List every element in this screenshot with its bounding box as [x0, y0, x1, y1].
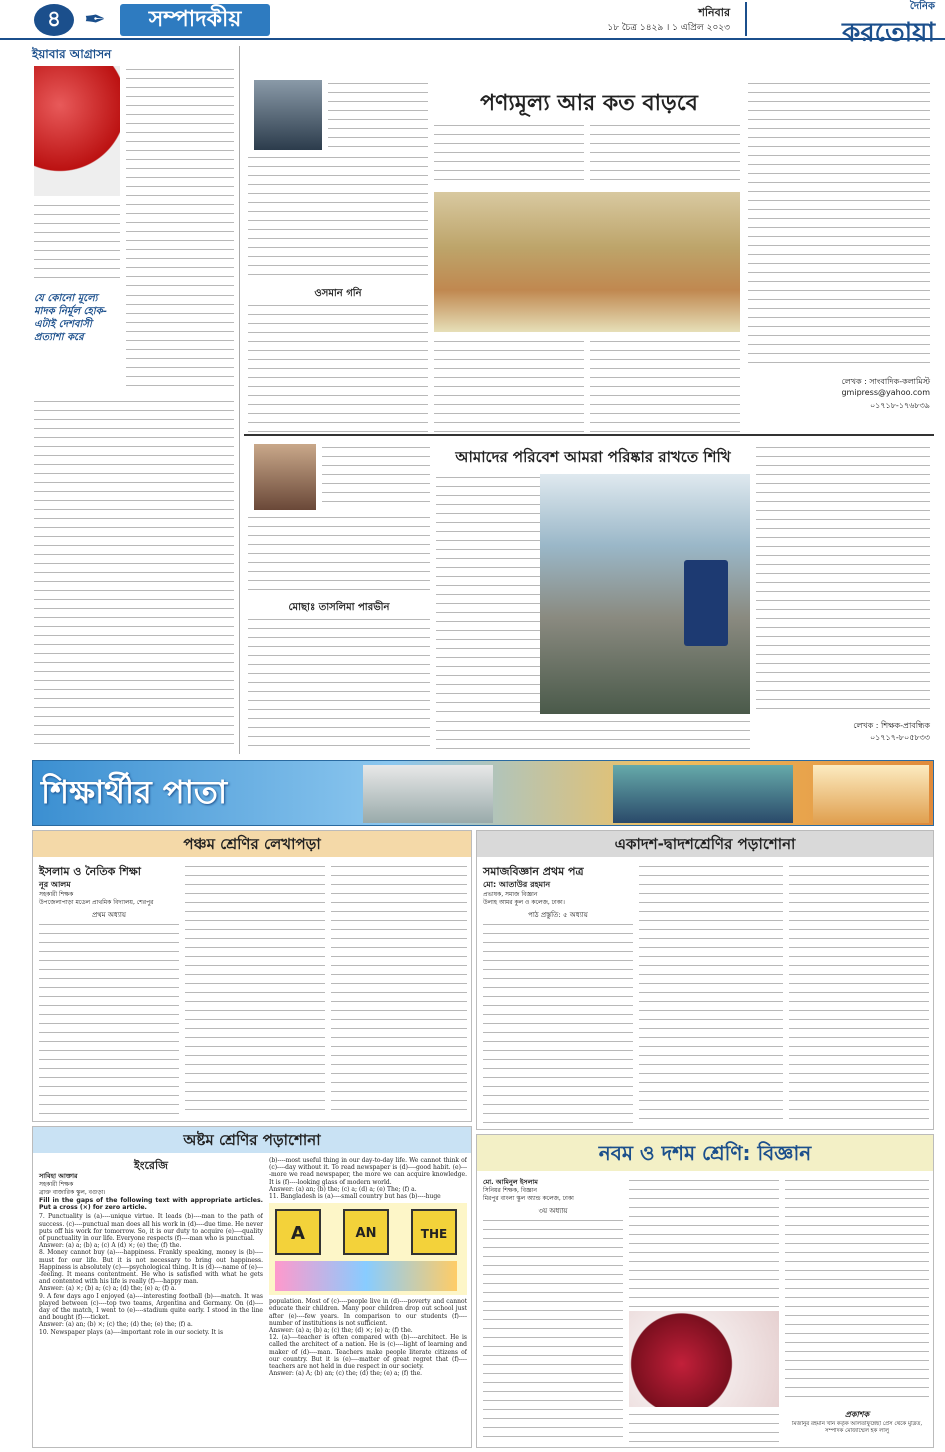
class11-title: একাদশ-দ্বাদশশ্রেণির পড়াশোনা — [477, 831, 933, 857]
issue-day: শনিবার — [698, 6, 730, 19]
education-banner-title: শিক্ষার্থীর পাতা — [41, 773, 228, 811]
article1-intro — [328, 80, 428, 150]
article-card-the: THE — [411, 1209, 457, 1255]
article2-author: মোছাঃ তাসলিমা পারভীন — [288, 602, 390, 613]
class8-q9: 9. A few days ago I enjoyed (a)----interesting football (b)----match. It was played between (c)----top two teams, Argentina and Germany. On (d)----day of the match, I went to (e)----stadium quite early. I stood in the line and bought (f)----ticket. — [39, 1292, 263, 1322]
section-title: সম্পাদকীয় — [120, 4, 270, 36]
class9-col3 — [785, 1177, 929, 1405]
class9-col1 — [483, 1217, 623, 1443]
article1-text-5 — [434, 338, 584, 432]
kids-illustration — [275, 1261, 457, 1291]
students-group-image — [613, 765, 793, 823]
class9-section — [476, 1134, 934, 1448]
class11-teacher: মো: আতাউর রহমান — [483, 880, 551, 889]
class11-subject: সমাজবিজ্ঞান প্রথম পত্র — [483, 865, 584, 878]
editorial-column — [32, 46, 240, 754]
class8-a9: Answer: (a) an; (b) ×; (c) the; (d) the; (e) the; (f) a. — [39, 1321, 193, 1329]
editorial-pullquote: যে কোনো মূল্যে মাদক নির্মূল হোক-এটাই দেশবাসী প্রত্যাশা করে — [34, 293, 107, 343]
class5-col3 — [331, 863, 467, 1117]
article2-text-4 — [436, 718, 750, 752]
footer-note: মিজানুর রহমান খান কর্তৃক আলতাফুন্নেছা প্রেস থেকে মুদ্রিত, সম্পাদক মোজাম্মেল হক লালু — [791, 1421, 923, 1434]
class9-school: মিরপুর বাংলা স্কুল অ্যান্ড কলেজ, ঢাকা — [483, 1195, 574, 1202]
editorial-text-3 — [126, 292, 234, 392]
author-photo-taslima — [254, 444, 316, 510]
article2-author-info: লেখক : শিক্ষক-প্রাবন্ধিক — [853, 721, 930, 730]
article-card-an: AN — [343, 1209, 389, 1255]
editorial-text-4 — [34, 398, 234, 752]
footer-title: প্রকাশক — [844, 1410, 870, 1419]
yaba-pills-image — [34, 66, 120, 196]
class8-q8: 8. Money cannot buy (a)----happiness. Frankly speaking, money is (b)----must for our life. But it is not necessary to bring out happiness. Happiness is absolutely (c)----psychological thing. It is (d)----name of (e)----feeling. It means contentment. He who is satisfied with what he gets and contented with his life is really (f)----happy man. — [39, 1249, 263, 1286]
page-number: ৪ — [34, 4, 74, 36]
class8-col1 — [39, 1197, 263, 1447]
class11-section — [476, 830, 934, 1130]
class9-col2b — [629, 1411, 779, 1443]
class5-title: পঞ্চম শ্রেণির লেখাপড়া — [33, 831, 471, 857]
editorial-title: ইয়াবার আগ্রাসন — [32, 47, 112, 61]
class11-role: প্রভাষক, সমাজ বিজ্ঞান — [483, 891, 538, 898]
class8-q7: 7. Punctuality is (a)----unique virtue. It leads (b)----man to the path of success. (c)----punctual man does all his work in (d)----due time. He never puts off his work for tomorrow. So, it is our duty to acquire (e)----quality of punctuality in our life. Everyone respects (f)----man who is punctual. — [39, 1213, 263, 1243]
class5-school: উপজেলাপাড়া মডেল প্রাথমিক বিদ্যালয়, শেরপুর — [39, 899, 154, 906]
class11-school: উলাহ আমর কুল ও কলেজ, ঢাকা। — [483, 899, 565, 906]
articles-illustration — [269, 1203, 467, 1295]
class5-section — [32, 830, 472, 1122]
class8-section — [32, 1126, 472, 1448]
class5-col2 — [185, 863, 325, 1117]
article1-author: ওসমান গনি — [314, 288, 362, 299]
article2-intro — [322, 444, 430, 510]
class9-title: নবম ও দশম শ্রেণি: বিজ্ঞান — [477, 1135, 933, 1171]
masthead-small: দৈনিক — [909, 1, 935, 12]
class9-col2 — [629, 1177, 779, 1307]
article2-text-2 — [248, 616, 430, 752]
article1-text-3 — [434, 122, 584, 188]
article-environment — [244, 440, 934, 754]
class8-subject: ইংরেজি — [134, 1159, 168, 1172]
class5-chapter: প্রথম অধ্যায় — [91, 911, 127, 919]
class5-role: সহকারী শিক্ষক — [39, 891, 74, 898]
class8-q10b: (b)----most useful thing in our day-to-day life. We cannot think of (c)----day without it. To read newspaper is (d)----good habit. (e)----more we read newspaper, the more we can acquire knowledge. It is (f)----looking glass of modern world. — [269, 1157, 467, 1186]
issue-date: ১৮ চৈত্র ১৪২৯ । ১ এপ্রিল ২০২৩ — [607, 23, 730, 33]
teacher-cartoon-image — [813, 765, 929, 823]
newspaper-masthead — [745, 1, 935, 48]
class8-q11: 11. Bangladesh is (a)----small country but has (b)----huge — [269, 1193, 441, 1201]
class9-teacher: মো. আমিনুল ইসলাম — [483, 1178, 538, 1186]
article1-phone: ০১৭১৮-১৭৬৮৩৯ — [869, 401, 930, 410]
education-banner — [32, 760, 934, 826]
article1-text-6 — [590, 338, 740, 432]
garbage-bin-image — [684, 560, 728, 646]
class8-role: সহকারী শিক্ষক — [39, 1181, 74, 1188]
pen-icon: ✒ — [84, 5, 106, 35]
article-card-a: A — [275, 1209, 321, 1255]
students-writing-image — [363, 765, 493, 823]
class8-a8: Answer: (a) ×; (b) a; (c) a; (d) the; (e) a; (f) a. — [39, 1285, 177, 1293]
article2-title: আমাদের পরিবেশ আমরা পরিষ্কার রাখতে শিখি — [455, 448, 731, 466]
editorial-text-1 — [126, 66, 234, 286]
class11-col1 — [483, 921, 633, 1125]
class8-a10: Answer: (a) an; (b) the; (c) a; (d) a; (e) The; (f) a. — [269, 1185, 417, 1193]
class9-role: সিনিয়র শিক্ষক, বিজ্ঞান — [483, 1187, 537, 1194]
pomegranate-juice-image — [629, 1311, 779, 1407]
article2-text-5 — [756, 444, 930, 714]
class8-a11: Answer: (a) a; (b) a; (c) the; (d) ×; (e) a; (f) the. — [269, 1327, 413, 1335]
class8-instructions: Fill in the gaps of the following text with appropriate articles. Put a cross (×) for zero article. — [39, 1197, 263, 1212]
article2-text-1 — [248, 514, 430, 596]
class8-teacher: সাবিহা আক্তার — [39, 1172, 78, 1180]
class5-col1 — [39, 921, 179, 1117]
class8-q10: 10. Newspaper plays (a)----important role in our society. It is — [39, 1328, 224, 1336]
class8-col2 — [269, 1157, 467, 1447]
class8-q12: 12. (a)----teacher is often compared with (b)----architect. He is called the architect of a nation. He is (c)----light of learning and maker of (d)----man. Teachers make people literate citizens of our country. But it is (e)----matter of great regret that (f)----teachers are not held in due respect in our society. — [269, 1334, 467, 1371]
class8-q11b: population. Most of (c)----people live in (d)----poverty and cannot educate their children. Many poor children drop out school just after (e)----few years. In comparison to our students (f)----number of institutions is not sufficient. — [269, 1298, 467, 1327]
article1-text-7 — [748, 80, 930, 370]
article2-phone: ০১৭১৭-৮০৫৮৩৩ — [869, 733, 930, 742]
article1-text-1 — [248, 154, 428, 282]
spice-shop-photo — [434, 192, 740, 332]
class9-chapter: ৩য় অধ্যায় — [538, 1207, 568, 1215]
masthead-name: করতোয়া — [842, 18, 935, 48]
class8-a12: Answer: (a) A; (b) an; (c) the; (d) the; (e) a; (f) the. — [269, 1370, 423, 1378]
editorial-text-2 — [34, 202, 120, 286]
article1-email: gmipress@yahoo.com — [841, 388, 930, 397]
article1-author-info: লেখক : সাংবাদিক-কলামিস্ট — [841, 377, 930, 386]
class8-a7: Answer: (a) a; (b) a; (c) A (d) ×; (e) the; (f) the. — [39, 1242, 182, 1250]
class11-chapter: পাঠ প্রস্তুতি: ৫ অধ্যায় — [528, 911, 588, 919]
class8-title: অষ্টম শ্রেণির পড়াশোনা — [33, 1127, 471, 1153]
article1-text-4 — [590, 122, 740, 188]
article1-title: পণ্যমূল্য আর কত বাড়বে — [480, 91, 698, 116]
class5-subject: ইসলাম ও নৈতিক শিক্ষা — [39, 865, 141, 878]
class8-school: ব্রাক্ত বাজারিক স্কুল, বগুড়া। — [39, 1189, 106, 1196]
author-photo-osman — [254, 80, 322, 150]
article-price-hike — [244, 46, 934, 436]
class11-col2 — [639, 863, 783, 1125]
class5-teacher: নূর আলম — [39, 880, 71, 889]
article1-text-2 — [248, 302, 428, 432]
class11-col3 — [789, 863, 929, 1125]
